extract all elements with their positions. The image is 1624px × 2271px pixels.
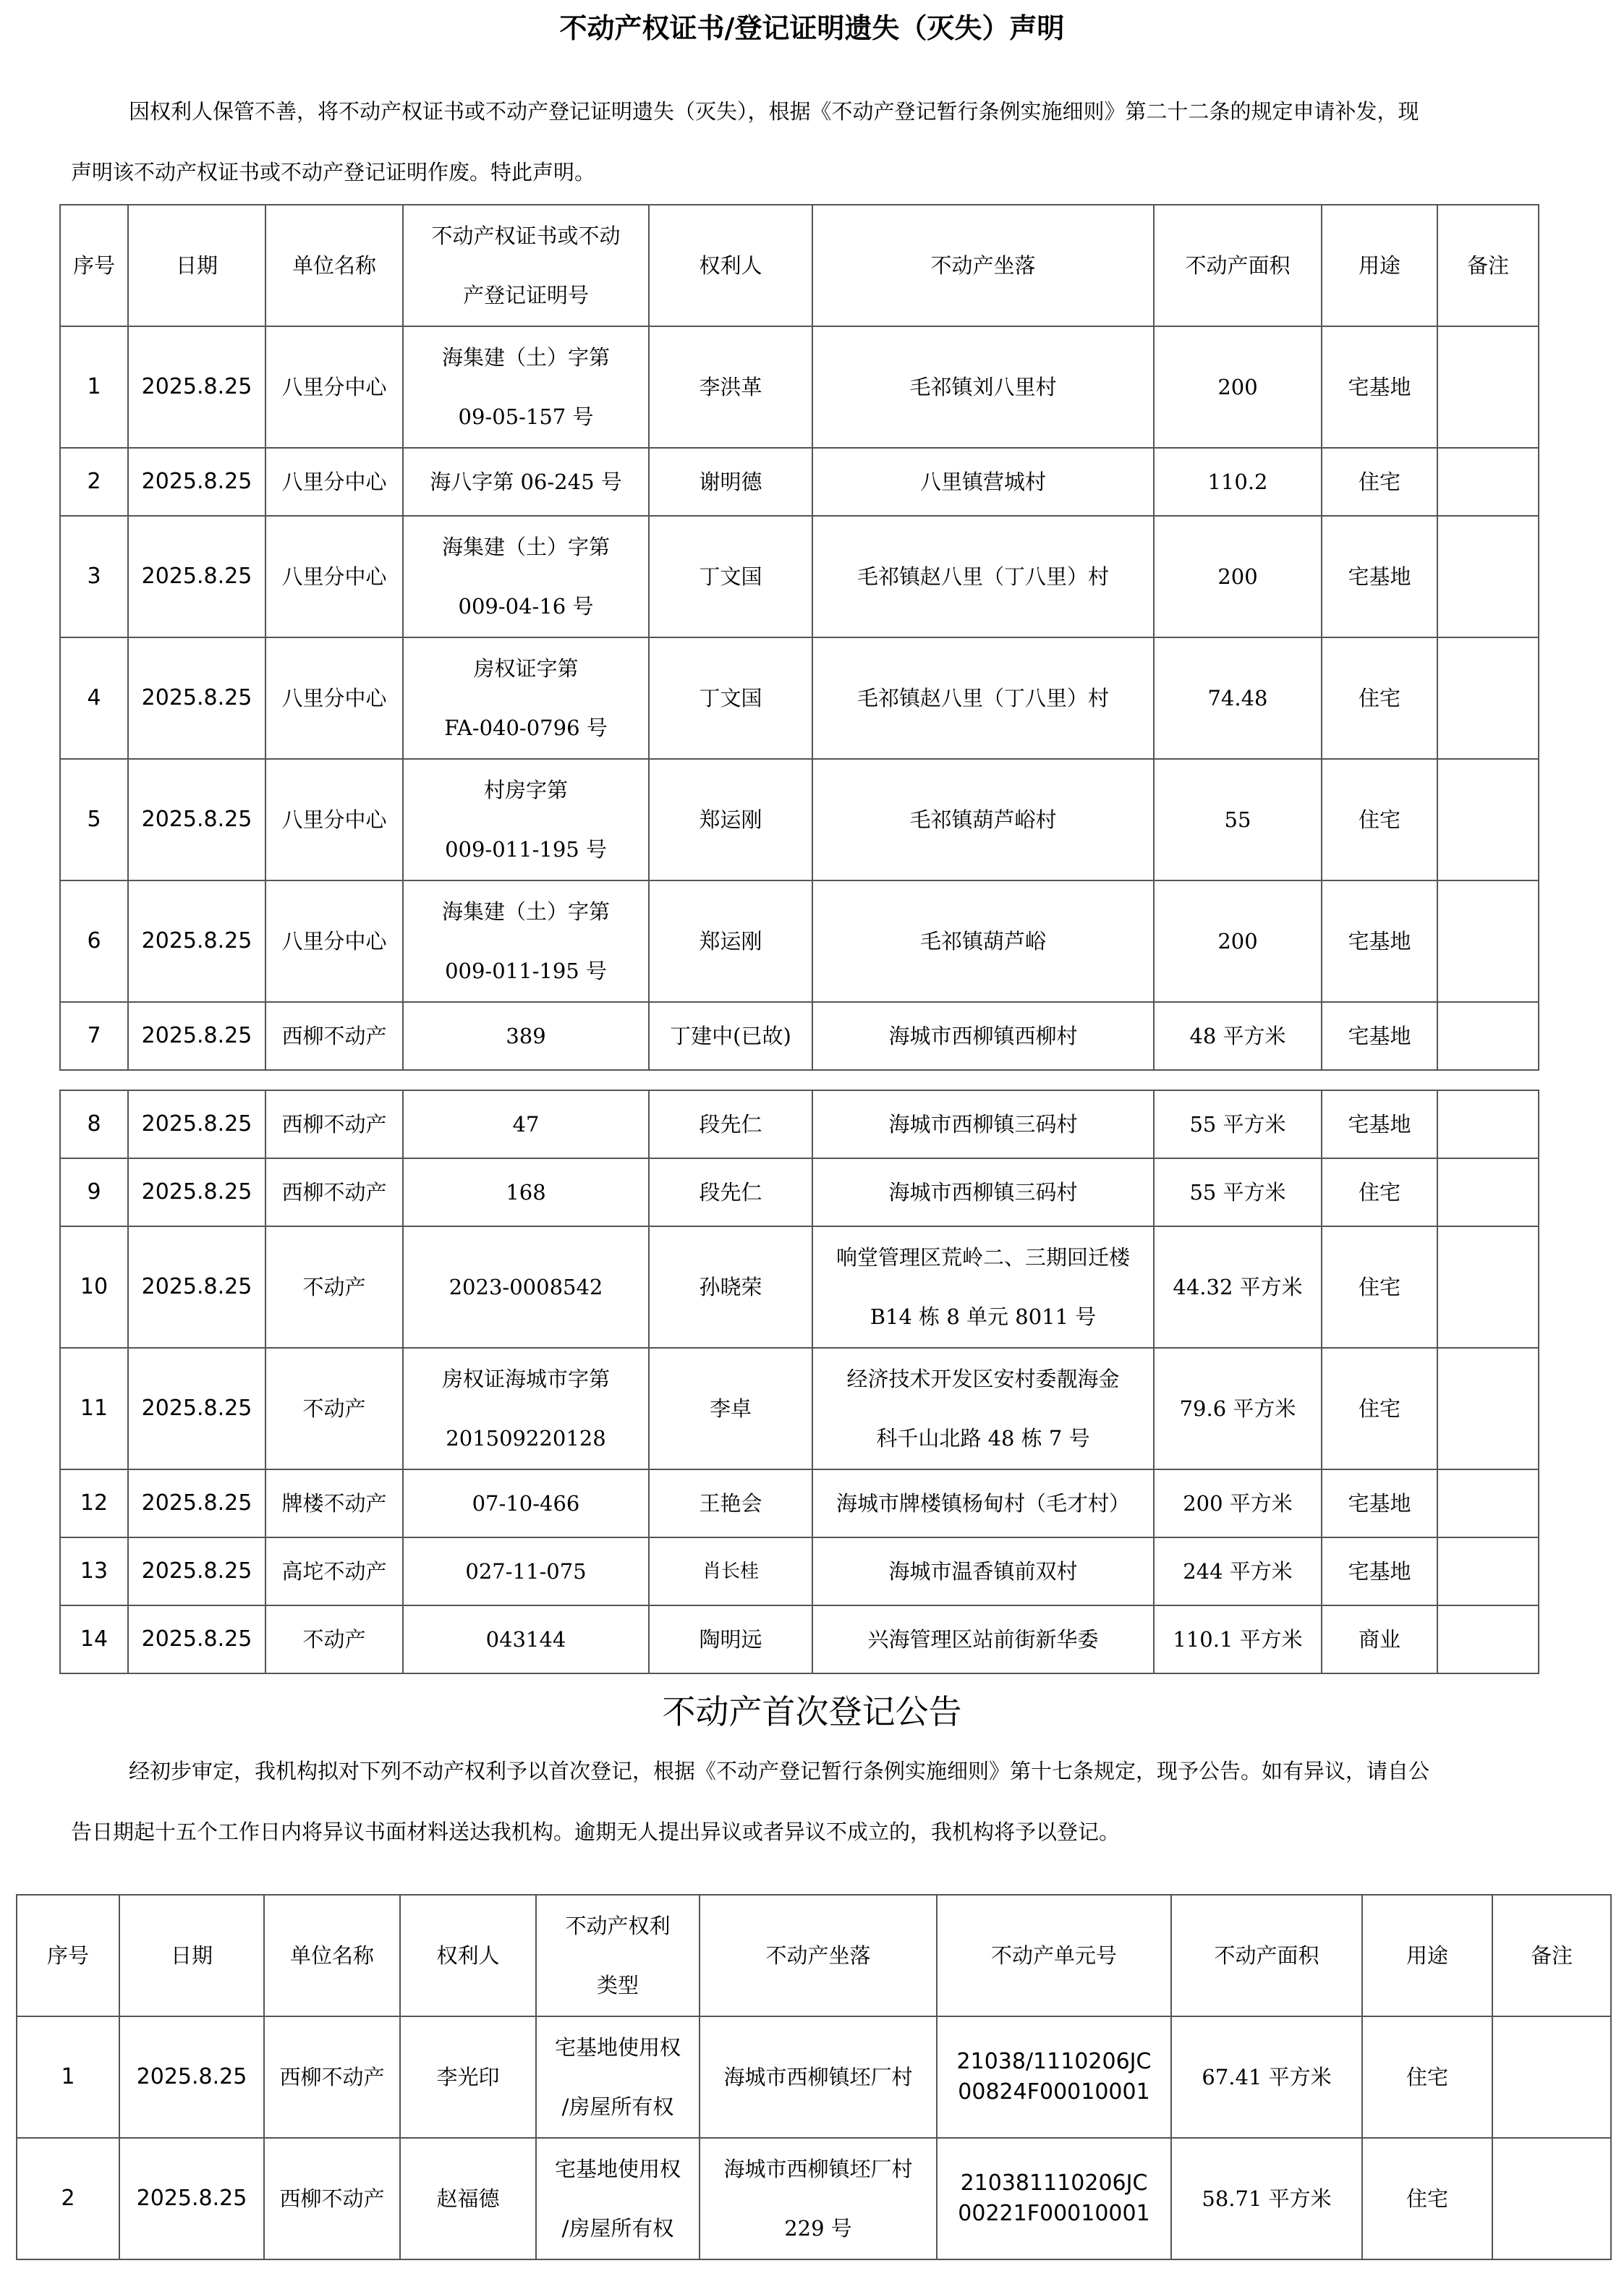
table-row	[60, 1348, 1539, 1469]
table-cell: 2025.8.25	[119, 2016, 264, 2138]
table-cell: 宅基地使用权 /房屋所有权	[536, 2016, 700, 2138]
table-cell: 丁文国	[649, 637, 812, 759]
table-cell: 2025.8.25	[128, 326, 265, 448]
table-cell: 宅基地	[1322, 1090, 1437, 1158]
table-cell: 宅基地	[1322, 516, 1437, 637]
table-cell: 毛祁镇刘八里村	[812, 326, 1154, 448]
table-cell: 7	[60, 1002, 128, 1070]
table-cell: 肖长桂	[649, 1537, 812, 1605]
table-row	[60, 448, 1539, 516]
table-cell: 兴海管理区站前街新华委	[812, 1605, 1154, 1673]
table-cell: 李光印	[400, 2016, 536, 2138]
table-cell	[1437, 759, 1539, 880]
table-cell: 房权证字第 FA-040-0796 号	[403, 637, 649, 759]
table-cell: 海集建（土）字第 009-011-195 号	[403, 880, 649, 1002]
table-cell: 响堂管理区荒岭二、三期回迁楼 B14 栋 8 单元 8011 号	[812, 1226, 1154, 1348]
table-cell: 14	[60, 1605, 128, 1673]
first-registration-paragraph	[71, 1741, 1561, 1862]
table-cell: 宅基地使用权 /房屋所有权	[536, 2138, 700, 2259]
header-cell: 备注	[1492, 1895, 1611, 2016]
table-cell: 不动产	[265, 1226, 403, 1348]
table-cell: 宅基地	[1322, 1002, 1437, 1070]
table-cell: 12	[60, 1469, 128, 1537]
table-cell: 孙晓荣	[649, 1226, 812, 1348]
table-cell: 67.41 平方米	[1171, 2016, 1362, 2138]
table-cell: 2025.8.25	[128, 516, 265, 637]
table-cell: 2025.8.25	[128, 448, 265, 516]
table-cell: 043144	[403, 1605, 649, 1673]
table-cell: 住宅	[1322, 1158, 1437, 1226]
table-cell: 商业	[1322, 1605, 1437, 1673]
table-cell: 丁文国	[649, 516, 812, 637]
table-cell: 西柳不动产	[265, 1158, 403, 1226]
table-row	[60, 1226, 1539, 1348]
header-cell: 权利人	[649, 205, 812, 326]
table-cell: 陶明远	[649, 1605, 812, 1673]
table-row	[60, 326, 1539, 448]
table-cell	[1437, 1537, 1539, 1605]
table-cell: 丁建中(已故)	[649, 1002, 812, 1070]
table-cell: 海城市西柳镇三码村	[812, 1090, 1154, 1158]
header-cell: 不动产面积	[1154, 205, 1322, 326]
header-cell: 日期	[119, 1895, 264, 2016]
table-cell: 2025.8.25	[128, 1226, 265, 1348]
table-cell: 八里分中心	[265, 326, 403, 448]
table-cell: 住宅	[1322, 448, 1437, 516]
table-cell: 2025.8.25	[128, 1605, 265, 1673]
table-cell	[1437, 1469, 1539, 1537]
table-cell	[1437, 448, 1539, 516]
table-cell	[1437, 1090, 1539, 1158]
table-cell: 11	[60, 1348, 128, 1469]
table-cell: 07-10-466	[403, 1469, 649, 1537]
table-header-row	[17, 1895, 1611, 2016]
table-cell	[1437, 1605, 1539, 1673]
table-row	[60, 1090, 1539, 1158]
table-cell: 200 平方米	[1154, 1469, 1322, 1537]
header-cell: 备注	[1437, 205, 1539, 326]
table-cell: 高坨不动产	[265, 1537, 403, 1605]
first-registration-title: 不动产首次登记公告	[662, 1692, 962, 1731]
table-row	[60, 1605, 1539, 1673]
table-cell: 郑运刚	[649, 759, 812, 880]
table-cell: 赵福德	[400, 2138, 536, 2259]
table-row	[60, 1158, 1539, 1226]
table-row	[60, 1537, 1539, 1605]
table-cell: 244 平方米	[1154, 1537, 1322, 1605]
table-cell: 宅基地	[1322, 1469, 1437, 1537]
table-cell: 住宅	[1362, 2138, 1492, 2259]
table-cell: 李卓	[649, 1348, 812, 1469]
table-cell: 宅基地	[1322, 326, 1437, 448]
table-row	[60, 637, 1539, 759]
table-cell: 西柳不动产	[264, 2016, 400, 2138]
table-cell: 2	[17, 2138, 119, 2259]
paragraph-line: 声明该不动产权证书或不动产登记证明作废。特此声明。	[71, 160, 596, 184]
paragraph-line: 经初步审定，我机构拟对下列不动产权利予以首次登记，根据《不动产登记暂行条例实施细则》第十七条规定，现予公告。如有异议，请自公	[129, 1759, 1430, 1783]
table-cell: 200	[1154, 516, 1322, 637]
table-cell: 110.2	[1154, 448, 1322, 516]
table-cell	[1492, 2138, 1611, 2259]
table-cell: 5	[60, 759, 128, 880]
table-cell: 海集建（土）字第 09-05-157 号	[403, 326, 649, 448]
table-cell	[1492, 2016, 1611, 2138]
table-cell: 住宅	[1362, 2016, 1492, 2138]
table-cell: 西柳不动产	[264, 2138, 400, 2259]
table-cell: 74.48	[1154, 637, 1322, 759]
table-cell: 55 平方米	[1154, 1090, 1322, 1158]
notice-title: 不动产权证书/登记证明遗失（灭失）声明	[559, 12, 1065, 44]
table-cell: 2023-0008542	[403, 1226, 649, 1348]
lost-certificate-table	[59, 204, 1539, 1071]
table-cell: 八里分中心	[265, 516, 403, 637]
table-cell: 1	[17, 2016, 119, 2138]
table-cell: 毛祁镇赵八里（丁八里）村	[812, 516, 1154, 637]
table-cell: 2025.8.25	[128, 1469, 265, 1537]
table-cell: 不动产	[265, 1348, 403, 1469]
table-cell: 2025.8.25	[128, 637, 265, 759]
table-cell	[1437, 1158, 1539, 1226]
table-cell: 宅基地	[1322, 880, 1437, 1002]
table-cell: 海城市温香镇前双村	[812, 1537, 1154, 1605]
table-cell: 6	[60, 880, 128, 1002]
table-cell: 2	[60, 448, 128, 516]
header-cell: 用途	[1362, 1895, 1492, 2016]
table-cell: 海城市西柳镇坯厂村	[700, 2016, 937, 2138]
header-cell: 不动产坐落	[812, 205, 1154, 326]
table-cell	[1437, 326, 1539, 448]
table-cell: 八里镇营城村	[812, 448, 1154, 516]
table-cell: 牌楼不动产	[265, 1469, 403, 1537]
table-cell: 海八字第 06-245 号	[403, 448, 649, 516]
first-registration-table	[16, 1894, 1612, 2260]
table-cell: 住宅	[1322, 1348, 1437, 1469]
header-cell: 单位名称	[264, 1895, 400, 2016]
header-cell: 日期	[128, 205, 265, 326]
table-cell	[1437, 516, 1539, 637]
table-cell: 79.6 平方米	[1154, 1348, 1322, 1469]
table-cell: 2025.8.25	[128, 1537, 265, 1605]
table-row	[17, 2016, 1611, 2138]
table-cell: 2025.8.25	[128, 1158, 265, 1226]
table-row	[60, 759, 1539, 880]
table-cell: 2025.8.25	[128, 1090, 265, 1158]
table-cell: 村房字第 009-011-195 号	[403, 759, 649, 880]
table-cell: 4	[60, 637, 128, 759]
table-cell: 海城市牌楼镇杨甸村（毛才村）	[812, 1469, 1154, 1537]
header-cell: 不动产权利 类型	[536, 1895, 700, 2016]
table-cell: 2025.8.25	[128, 1002, 265, 1070]
table-cell: 3	[60, 516, 128, 637]
table-cell: 西柳不动产	[265, 1002, 403, 1070]
table-cell: 宅基地	[1322, 1537, 1437, 1605]
table-cell: 八里分中心	[265, 448, 403, 516]
table-cell: 八里分中心	[265, 880, 403, 1002]
table-cell: 1	[60, 326, 128, 448]
table-cell: 2025.8.25	[128, 1348, 265, 1469]
notice-paragraph	[71, 81, 1561, 203]
table-cell: 210381110206JC 00221F00010001	[937, 2138, 1171, 2259]
table-cell	[1437, 1226, 1539, 1348]
table-cell: 2025.8.25	[128, 759, 265, 880]
header-cell: 序号	[60, 205, 128, 326]
table-row	[60, 1002, 1539, 1070]
table-cell: 47	[403, 1090, 649, 1158]
table-cell: 经济技术开发区安村委靓海金 科千山北路 48 栋 7 号	[812, 1348, 1154, 1469]
header-cell: 单位名称	[265, 205, 403, 326]
table-cell: 海城市西柳镇三码村	[812, 1158, 1154, 1226]
table-cell: 13	[60, 1537, 128, 1605]
table-row	[60, 880, 1539, 1002]
table-cell: 48 平方米	[1154, 1002, 1322, 1070]
table-cell	[1437, 637, 1539, 759]
table-row	[60, 516, 1539, 637]
table-cell: 2025.8.25	[119, 2138, 264, 2259]
paragraph-line: 告日期起十五个工作日内将异议书面材料送达我机构。逾期无人提出异议或者异议不成立的，我机构将予以登记。	[71, 1820, 1121, 1844]
table-row	[17, 2138, 1611, 2259]
table-cell: 不动产	[265, 1605, 403, 1673]
table-cell: 55 平方米	[1154, 1158, 1322, 1226]
table-cell: 110.1 平方米	[1154, 1605, 1322, 1673]
header-cell: 不动产单元号	[937, 1895, 1171, 2016]
table-cell: 10	[60, 1226, 128, 1348]
table-cell: 8	[60, 1090, 128, 1158]
table-cell: 200	[1154, 326, 1322, 448]
table-cell: 2025.8.25	[128, 880, 265, 1002]
table-cell: 八里分中心	[265, 759, 403, 880]
header-cell: 不动产面积	[1171, 1895, 1362, 2016]
table-cell: 027-11-075	[403, 1537, 649, 1605]
table-cell: 毛祁镇赵八里（丁八里）村	[812, 637, 1154, 759]
paragraph-line: 因权利人保管不善，将不动产权证书或不动产登记证明遗失（灭失），根据《不动产登记暂行条例实施细则》第二十二条的规定申请补发，现	[129, 99, 1419, 124]
table-cell: 海城市西柳镇西柳村	[812, 1002, 1154, 1070]
table-cell: 西柳不动产	[265, 1090, 403, 1158]
table-cell: 海城市西柳镇坯厂村 229 号	[700, 2138, 937, 2259]
table-header-row	[60, 205, 1539, 326]
lost-certificate-table-continued	[59, 1090, 1539, 1674]
header-cell: 不动产坐落	[700, 1895, 937, 2016]
table-cell	[1437, 1002, 1539, 1070]
table-cell: 毛祁镇葫芦峪村	[812, 759, 1154, 880]
header-cell: 用途	[1322, 205, 1437, 326]
table-cell: 郑运刚	[649, 880, 812, 1002]
table-cell: 200	[1154, 880, 1322, 1002]
table-cell: 21038/1110206JC 00824F00010001	[937, 2016, 1171, 2138]
table-cell	[1437, 880, 1539, 1002]
table-cell	[1437, 1348, 1539, 1469]
table-cell: 海集建（土）字第 009-04-16 号	[403, 516, 649, 637]
table-cell: 9	[60, 1158, 128, 1226]
table-cell: 住宅	[1322, 759, 1437, 880]
table-cell: 住宅	[1322, 1226, 1437, 1348]
table-cell: 谢明德	[649, 448, 812, 516]
header-cell: 权利人	[400, 1895, 536, 2016]
table-cell: 李洪革	[649, 326, 812, 448]
table-row	[60, 1469, 1539, 1537]
table-cell: 段先仁	[649, 1090, 812, 1158]
header-cell: 不动产权证书或不动 产登记证明号	[403, 205, 649, 326]
table-cell: 168	[403, 1158, 649, 1226]
table-cell: 住宅	[1322, 637, 1437, 759]
table-cell: 44.32 平方米	[1154, 1226, 1322, 1348]
table-cell: 58.71 平方米	[1171, 2138, 1362, 2259]
table-cell: 王艳会	[649, 1469, 812, 1537]
table-cell: 段先仁	[649, 1158, 812, 1226]
table-cell: 房权证海城市字第 201509220128	[403, 1348, 649, 1469]
table-cell: 八里分中心	[265, 637, 403, 759]
table-cell: 毛祁镇葫芦峪	[812, 880, 1154, 1002]
header-cell: 序号	[17, 1895, 119, 2016]
table-cell: 389	[403, 1002, 649, 1070]
table-cell: 55	[1154, 759, 1322, 880]
